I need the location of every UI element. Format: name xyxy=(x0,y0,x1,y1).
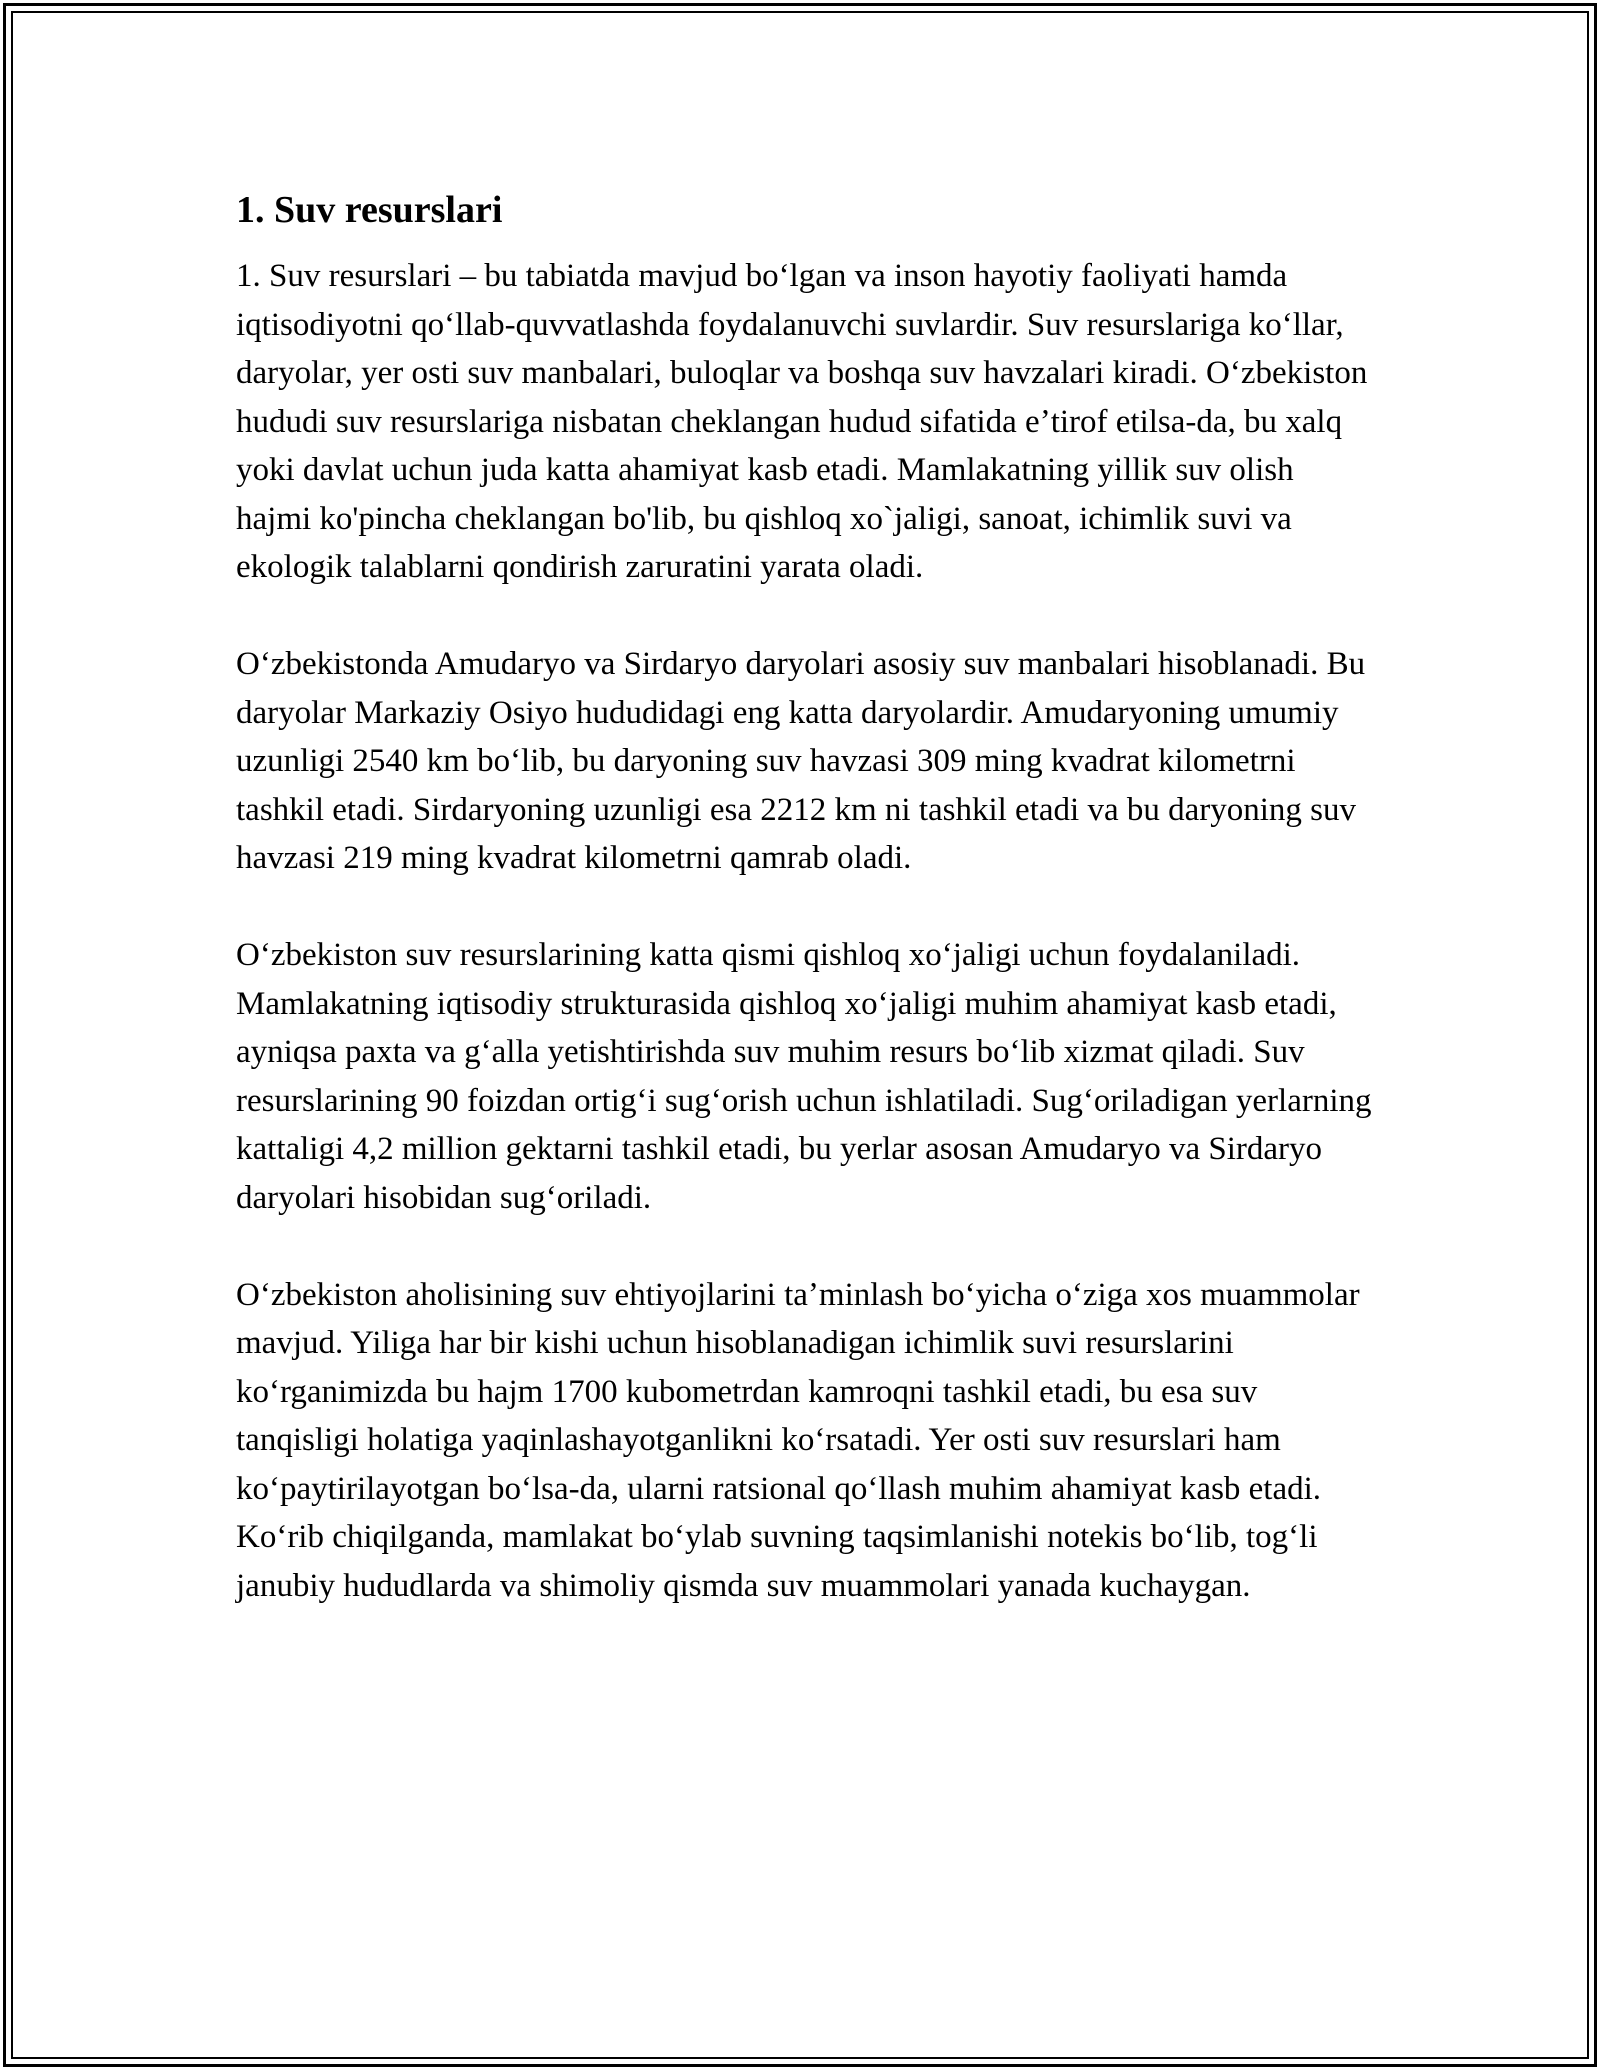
paragraph-3: Oʻzbekiston suv resurslarining katta qismi qishloq xoʻjaligi uchun foydalaniladi. Mamlakatning iqtisodiy strukturasida qishloq xoʻjaligi muhim ahamiyat kasb etadi, ayniqsa paxta va gʻalla yetishtirishda suv muhim resurs boʻlib xizmat qiladi. Suv resurslarining 90 foizdan ortigʻi sugʻorish uchun ishlatiladi. Sugʻoriladigan yerlarning kattaligi 4,2 million gektarni tashkil etadi, bu yerlar asosan Amudaryo va Sirdaryo daryolari hisobidan sugʻoriladi. xyxy=(236,937,1372,1216)
paragraph-4: Oʻzbekiston aholisining suv ehtiyojlarini taʼminlash boʻyicha oʻziga xos muammolar mavjud. Yiliga har bir kishi uchun hisoblanadigan ichimlik suvi resurslarini koʻrganimizda bu hajm 1700 kubometrdan kamroqni tashkil etadi, bu esa suv tanqisligi holatiga yaqinlashayotganlikni koʻrsatadi. Yer osti suv resurslari ham koʻpaytirilayotgan boʻlsa-da, ularni ratsional qoʻllash muhim ahamiyat kasb etadi. Koʻrib chiqilganda, mamlakat boʻylab suvning taqsimlanishi notekis boʻlib, togʻli janubiy hududlarda va shimoliy qismda suv muammolari yanada kuchaygan. xyxy=(236,1276,1360,1604)
paragraph-2: Oʻzbekistonda Amudaryo va Sirdaryo daryolari asosiy suv manbalari hisoblanadi. Bu daryolar Markaziy Osiyo hududidagi eng katta daryolardir. Amudaryoning umumiy uzunligi 2540 km boʻlib, bu daryoning suv havzasi 309 ming kvadrat kilometrni tashkil etadi. Sirdaryoning uzunligi esa 2212 km ni tashkil etadi va bu daryoning suv havzasi 219 ming kvadrat kilometrni qamrab oladi. xyxy=(236,646,1366,876)
paragraph-1: 1. Suv resurslari – bu tabiatda mavjud boʻlgan va inson hayotiy faoliyati hamda iqtisodiyotni qoʻllab-quvvatlashda foydalanuvchi suvlardir. Suv resurslariga koʻllar, daryolar, yer osti suv manbalari, buloqlar va boshqa suv havzalari kiradi. Oʻzbekiston hududi suv resurslariga nisbatan cheklangan hudud sifatida eʼtirof etilsa-da, bu xalq yoki davlat uchun juda katta ahamiyat kasb etadi. Mamlakatning yillik suv olish hajmi ko'pincha cheklangan bo'lib, bu qishloq xo`jaligi, sanoat, ichimlik suvi va ekologik talablarni qondirish zaruratini yarata oladi. xyxy=(236,258,1368,585)
page-title: 1. Suv resurslari xyxy=(236,189,503,231)
document-body xyxy=(236,186,1376,1659)
